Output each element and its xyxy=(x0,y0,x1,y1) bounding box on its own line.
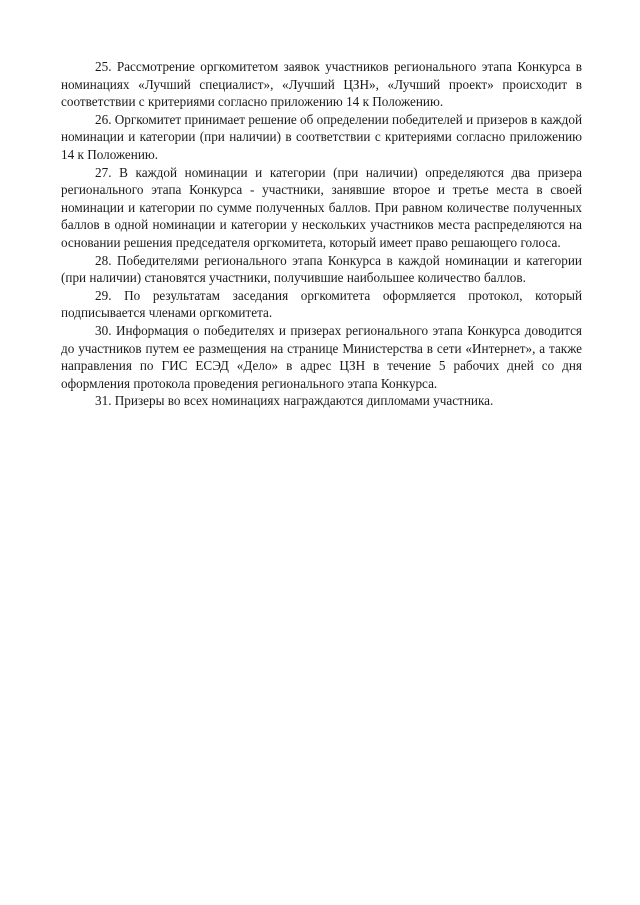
paragraph-27: 27. В каждой номинации и категории (при наличии) определяются два призера регионального этапа Конкурса - участники, занявшие второе и третье места в своей номинации и категории по сумме полученных баллов. При равном количестве полученных баллов в одной номинации и категории у нескольких участников места распределяются на основании решения председателя оргкомитета, который имеет право решающего голоса. xyxy=(61,164,582,250)
paragraph-26: 26. Оргкомитет принимает решение об определении победителей и призеров в каждой номинации и категории (при наличии) в соответствии с критериями согласно приложению 14 к Положению. xyxy=(61,111,582,162)
paragraph-28: 28. Победителями регионального этапа Конкурса в каждой номинации и категории (при наличии) становятся участники, получившие наибольшее количество баллов. xyxy=(61,252,582,286)
paragraph-25: 25. Рассмотрение оргкомитетом заявок участников регионального этапа Конкурса в номинациях «Лучший специалист», «Лучший ЦЗН», «Лучший проект» происходит в соответствии с критериями согласно приложению 14 к Положению. xyxy=(61,59,582,110)
paragraph-30: 30. Информация о победителях и призерах регионального этапа Конкурса доводится до участников путем ее размещения на странице Министерства в сети «Интернет», а также направления по ГИС ЕСЭД «Дело» в адрес ЦЗН в течение 5 рабочих дней со дня оформления протокола проведения регионального этапа Конкурса. xyxy=(61,322,582,391)
paragraph-31: 31. Призеры во всех номинациях награждаются дипломами участника. xyxy=(95,393,494,409)
paragraph-29: 29. По результатам заседания оргкомитета оформляется протокол, который подписывается членами оргкомитета. xyxy=(61,287,582,321)
